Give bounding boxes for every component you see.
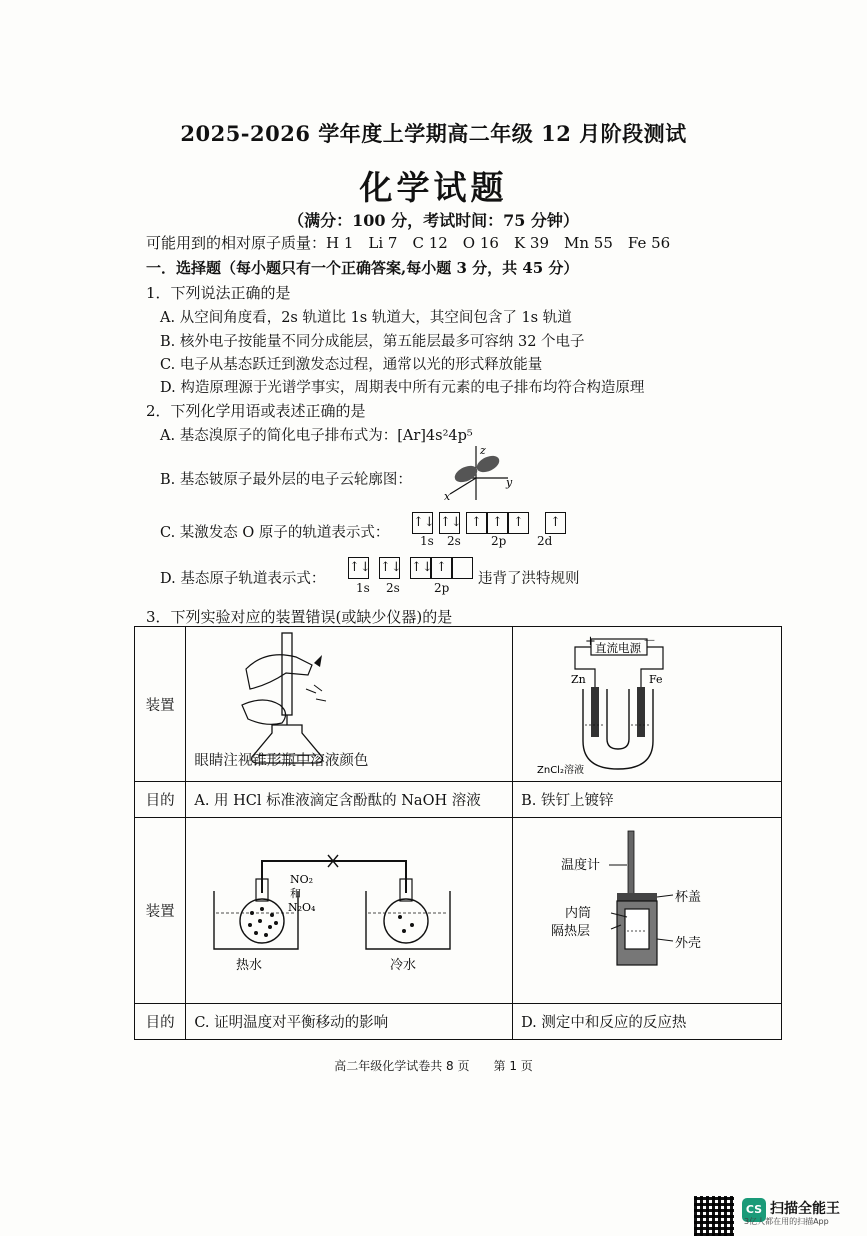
cell-a-caption: 眼睛注视锥形瓶中溶液颜色 <box>194 753 369 769</box>
q2-option-d: D. 基态原子轨道表示式： <box>160 571 326 587</box>
experiment-table <box>134 626 782 1040</box>
zncl2-label: ZnCl₂溶液 <box>537 765 585 776</box>
orbital-box: ↑ <box>466 512 487 534</box>
orbital-box: ↑ <box>431 557 452 579</box>
cell-a-device <box>186 627 513 782</box>
cell-b-device <box>513 627 782 782</box>
cell-b-purpose: B. 铁钉上镀锌 <box>513 782 782 818</box>
q2-d-suffix: 违背了洪特规则 <box>478 571 580 587</box>
orbital-box: ↑ <box>487 512 508 534</box>
orbital-label-2s: 2s <box>447 534 461 548</box>
row-label-purpose: 目的 <box>135 782 186 818</box>
cell-d-device <box>513 818 782 1004</box>
plus-sign: + <box>585 634 596 649</box>
cell-a-purpose: A. 用 HCl 标准液滴定含酚酞的 NaOH 溶液 <box>186 782 513 818</box>
q2-stem: 2．下列化学用语或表述正确的是 <box>146 402 366 420</box>
orbital-box: ↑ <box>545 512 566 534</box>
electroplating-figure <box>513 629 779 779</box>
camscanner-tagline: 3亿人都在用的扫描App <box>744 1217 829 1226</box>
thermometer-label: 温度计 <box>561 857 601 873</box>
subject-title: 化学试题 <box>359 168 508 207</box>
orbital-box: ↑↓ <box>412 512 433 534</box>
orbital-box: ↑↓ <box>410 557 431 579</box>
lid-label: 杯盖 <box>675 889 702 905</box>
orbital-box: ↑↓ <box>348 557 369 579</box>
section-title: 一．选择题（每小题只有一个正确答案,每小题 3 分，共 45 分） <box>146 259 579 277</box>
n2o4-label: N₂O₄ <box>288 900 316 914</box>
shell-label: 外壳 <box>675 935 702 951</box>
orbital-label-2s: 2s <box>386 581 400 595</box>
orbital-box: ↑ <box>508 512 529 534</box>
equilibrium-figure <box>186 821 506 1001</box>
page-footer: 高二年级化学试卷共 8 页 第 1 页 <box>334 1059 533 1073</box>
orbital-box <box>452 557 473 579</box>
cell-d-purpose: D. 测定中和反应的反应热 <box>513 1004 782 1040</box>
axis-z-label: z <box>480 444 486 457</box>
orbital-box: ↑↓ <box>439 512 460 534</box>
calorimeter-figure <box>513 821 779 1001</box>
camscanner-name: 扫描全能王 <box>770 1201 840 1217</box>
row-label-device: 装置 <box>135 627 186 782</box>
axis-x-label: x <box>444 490 451 502</box>
orbital-box: ↑↓ <box>379 557 400 579</box>
q1-option-c: C. 电子从基态跃迁到激发态过程，通常以光的形式释放能量 <box>160 357 543 373</box>
no2-label: NO₂ <box>290 872 314 886</box>
exam-title: 2025-2026 学年度上学期高二年级 12 月阶段测试 <box>180 121 687 146</box>
zn-label: Zn <box>571 673 586 686</box>
orbital-label-2p: 2p <box>491 534 507 548</box>
minus-sign: － <box>643 634 657 649</box>
and-label: 和 <box>290 886 302 900</box>
insulation-label: 隔热层 <box>551 923 591 939</box>
q3-stem: 3．下列实验对应的装置错误(或缺少仪器)的是 <box>146 608 453 626</box>
fe-label: Fe <box>649 673 663 686</box>
atomic-masses: 可能用到的相对原子质量：H 1 Li 7 C 12 O 16 K 39 Mn 55 Fe 56 <box>146 234 671 252</box>
q1-option-a: A. 从空间角度看，2s 轨道比 1s 轨道大，其空间包含了 1s 轨道 <box>160 310 572 326</box>
orbital-label-1s: 1s <box>356 581 370 595</box>
inner-cup-label: 内筒 <box>565 905 592 921</box>
axis-y-label: y <box>506 476 513 489</box>
cell-c-purpose: C. 证明温度对平衡移动的影响 <box>186 1004 513 1040</box>
q2-option-c: C. 某激发态 O 原子的轨道表示式： <box>160 525 390 541</box>
exam-meta: （满分：100 分，考试时间：75 分钟） <box>288 211 579 230</box>
orbital-label-2p: 2p <box>434 581 450 595</box>
camscanner-logo-icon: CS <box>742 1198 766 1222</box>
power-source-label: 直流电源 <box>595 641 642 655</box>
p-orbital-figure <box>438 442 518 502</box>
orbital-label-1s: 1s <box>420 534 434 548</box>
cold-water-label: 冷水 <box>390 957 417 973</box>
row-label-purpose: 目的 <box>135 1004 186 1040</box>
hot-water-label: 热水 <box>236 957 263 973</box>
row-label-device: 装置 <box>135 818 186 1004</box>
qr-code-icon <box>694 1196 734 1236</box>
q1-stem: 1．下列说法正确的是 <box>146 284 291 302</box>
q2-c-orbital-boxes <box>412 512 572 534</box>
orbital-label-2d: 2d <box>537 534 553 548</box>
q2-option-b: B. 基态铍原子最外层的电子云轮廓图： <box>160 472 412 488</box>
cell-c-device <box>186 818 513 1004</box>
q1-option-d: D. 构造原理源于光谱学事实，周期表中所有元素的电子排布均符合构造原理 <box>160 380 645 396</box>
q2-option-a: A. 基态溴原子的简化电子排布式为：[Ar]4s²4p⁵ <box>160 428 473 444</box>
q1-option-b: B. 核外电子按能量不同分成能层，第五能层最多可容纳 32 个电子 <box>160 334 585 350</box>
q2-d-orbital-boxes <box>348 557 479 579</box>
